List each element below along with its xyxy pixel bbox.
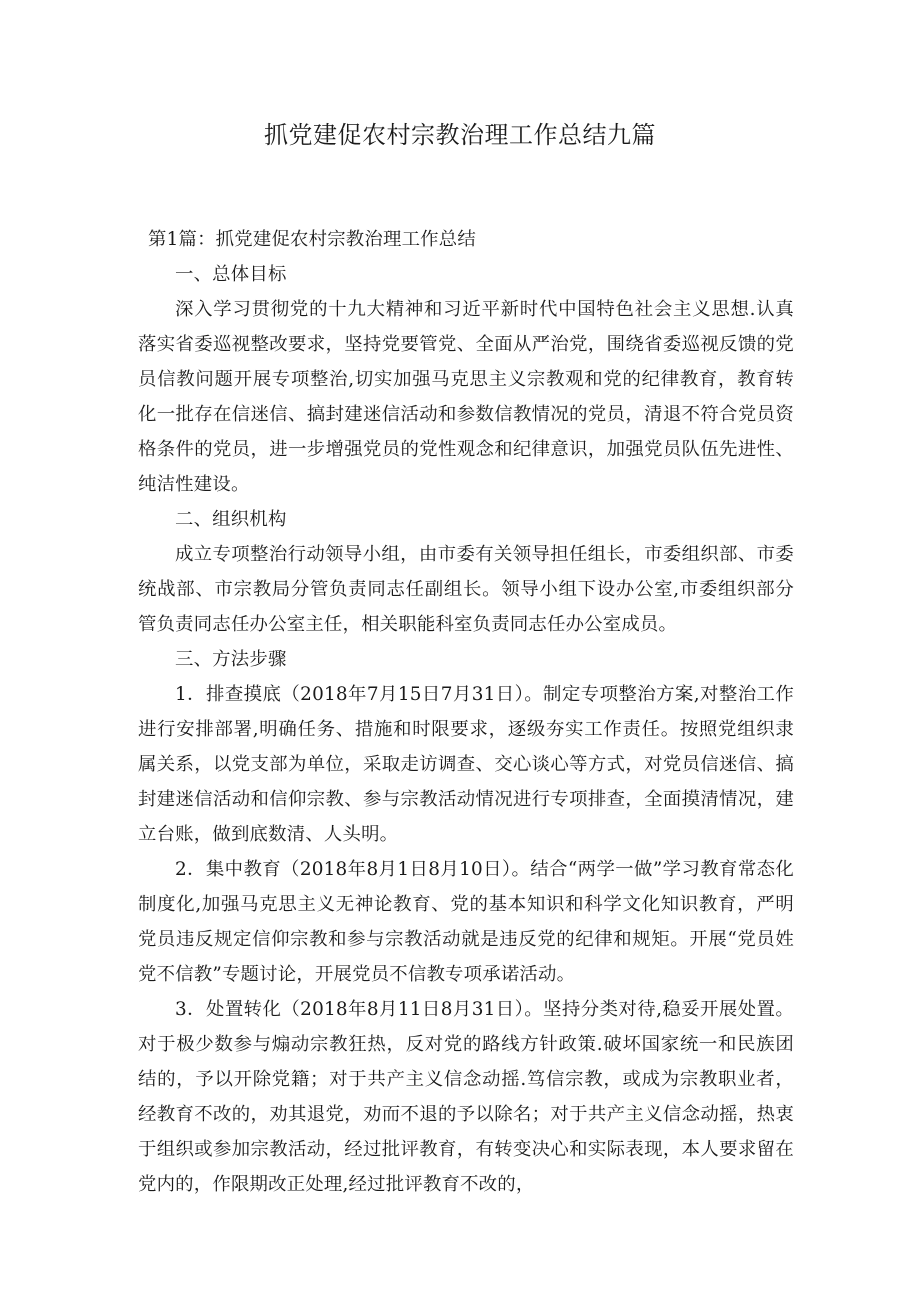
paragraph-step-1: 1．排查摸底（2018年7月15日7月31日）。制定专项整治方案,对整治工作进行安排部署,明确任务、措施和时限要求，逐级夯实工作责任。按照党组织隶属关系，以党支部为单位，采取走访调查、交心谈心等方式，对党员信迷信、搞封建迷信活动和信仰宗教、参与宗教活动情况进行专项排查，全面摸清情况，建立台账，做到底数清、人头明。 [138, 684, 794, 845]
paragraph-step-3: 3．处置转化（2018年8月11日8月31日）。坚持分类对待,稳妥开展处置。对于极少数参与煽动宗教狂热，反对党的路线方针政策.破坏国家统一和民族团结的，予以开除党籍；对于共产主义信念动摇.笃信宗教，或成为宗教职业者，经教育不改的，劝其退党，劝而不退的予以除名；对于共产主义信念动摇，热衷于组织或参加宗教活动，经过批评教育，有转变决心和实际表现，本人要求留在党内的，作限期改正处理,经过批评教育不改的， [138, 999, 794, 1195]
document-body [138, 222, 794, 1202]
paragraph-organization: 成立专项整治行动领导小组，由市委有关领导担任组长，市委组织部、市委统战部、市宗教局分管负责同志任副组长。领导小组下设办公室,市委组织部分管负责同志任办公室主任，相关职能科室负责同志任办公室成员。 [138, 544, 794, 635]
section-heading-steps: 三、方法步骤 [175, 649, 287, 670]
part-title: 第1篇：抓党建促农村宗教治理工作总结 [148, 229, 476, 250]
section-heading-goals: 一、总体目标 [175, 264, 287, 285]
section-heading-organization: 二、组织机构 [175, 509, 287, 530]
paragraph-goals: 深入学习贯彻党的十九大精神和习近平新时代中国特色社会主义思想.认真落实省委巡视整改要求，坚持党要管党、全面从严治党，围绕省委巡视反馈的党员信教问题开展专项整治,切实加强马克思主义宗教观和党的纪律教育，教育转化一批存在信迷信、搞封建迷信活动和参数信教情况的党员，清退不符合党员资格条件的党员，进一步增强党员的党性观念和纪律意识，加强党员队伍先进性、纯洁性建设。 [138, 299, 794, 495]
paragraph-step-2: 2．集中教育（2018年8月1日8月10日）。结合“两学一做”学习教育常态化制度化,加强马克思主义无神论教育、党的基本知识和科学文化知识教育，严明党员违反规定信仰宗教和参与宗教活动就是违反党的纪律和规矩。开展“党员姓党不信教”专题讨论，开展党员不信教专项承诺活动。 [138, 859, 794, 985]
document-title: 抓党建促农村宗教治理工作总结九篇 [264, 121, 656, 149]
